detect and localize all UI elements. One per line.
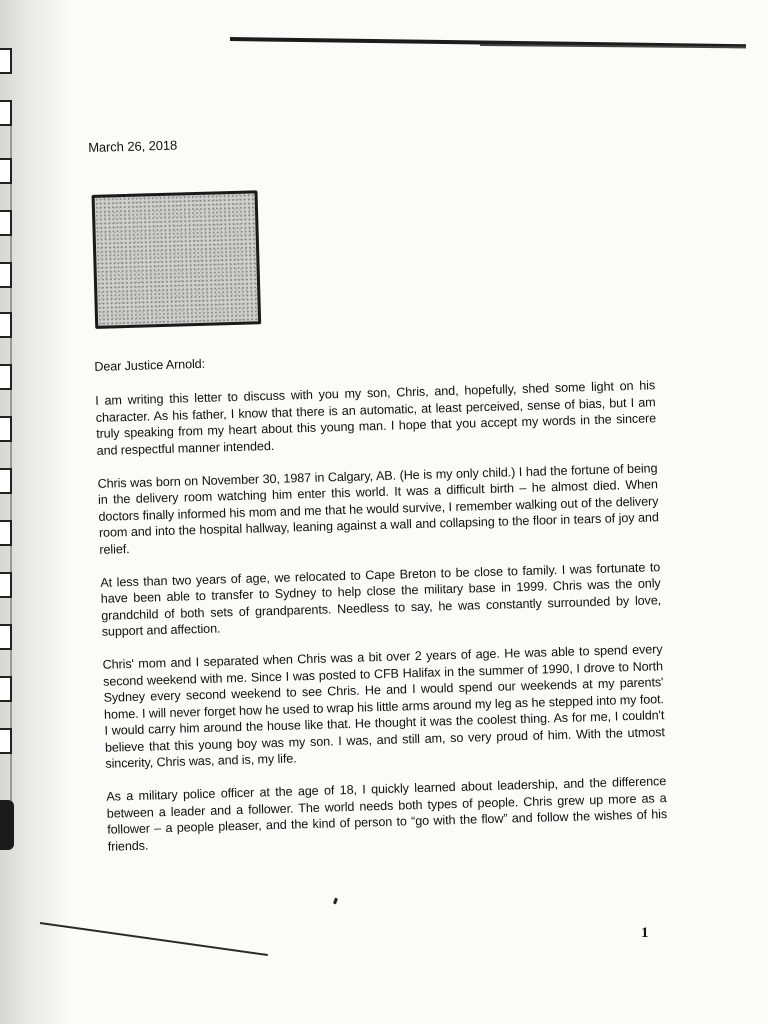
letter-paragraph: I am writing this letter to discuss with you my son, Chris, and, hopefully, shed some light on his character. As his father, I know that there is an automatic, at least perceived, sense of bias, but I am truly speaking from my heart about this young man. I hope that you accept my words in the sincere and respectful manner intended. (95, 378, 657, 458)
letter-date: March 26, 2018 (88, 137, 178, 155)
redacted-block (92, 190, 262, 329)
letter-paragraph: As a military police officer at the age of 18, I quickly learned about leadership, and the difference between a leader and a follower. The world needs both types of people. Chris grew up more as a follower – a people pleaser, and the kind of person to “go with the flow” and follow the wishes of his friends. (106, 774, 668, 854)
binder-ring-icon (0, 624, 12, 650)
page-number: 1 (641, 925, 649, 941)
letter-body (88, 124, 668, 871)
letter-paragraph: Chris was born on November 30, 1987 in Calgary, AB. (He is my only child.) I had the fortune of being in the delivery room watching him enter this world. It was a difficult birth – he almost died. When doctors finally informed his mom and me that he would survive, I remember walking out of the delivery room and into the hospital hallway, leaning against a wall and collapsing to the floor in tears of joy and relief. (97, 460, 659, 557)
letter-paragraph: At less than two years of age, we relocated to Cape Breton to be close to family. I was fortunate to have been able to transfer to Sydney to help close the military base in 1999. Chris was the only grandchild of both sets of grandparents. Needless to say, he was constantly surrounded by love, support and affection. (100, 559, 662, 640)
binder-ring-icon (0, 312, 12, 338)
binder-ring-icon (0, 364, 12, 390)
binder-ring-icon (0, 728, 12, 754)
letter-paragraph: Chris' mom and I separated when Chris was a bit over 2 years of age. He was able to spend every second weekend with me. Since I was posted to CFB Halifax in the summer of 1990, I drove to North Sydney every second weekend to see Chris. He and I would spend our weekends at my parents' home. I will never forget how he used to wrap his little arms around my leg as he stepped into my foot. I would carry him around the house like that. He thought it was the coolest thing. As for me, I couldn't believe that this young boy was my son. I was, and still am, so very proud of him. With the utmost sincerity, Chris was, and is, my life. (102, 642, 665, 772)
binder-ring-icon (0, 676, 12, 702)
binder-ring-icon (0, 520, 12, 546)
binder-ring-icon (0, 262, 12, 288)
binder-ring-icon (0, 158, 12, 184)
binder-ring-icon (0, 100, 12, 126)
scan-speck (333, 898, 338, 905)
page-edge-line (40, 922, 268, 956)
binder-ring-icon (0, 572, 12, 598)
binder-clip (0, 800, 14, 850)
binder-ring-icon (0, 210, 12, 236)
binder-ring-icon (0, 416, 12, 442)
salutation: Dear Justice Arnold: (94, 356, 206, 374)
binder-ring-icon (0, 48, 12, 74)
binder-ring-icon (0, 468, 12, 494)
